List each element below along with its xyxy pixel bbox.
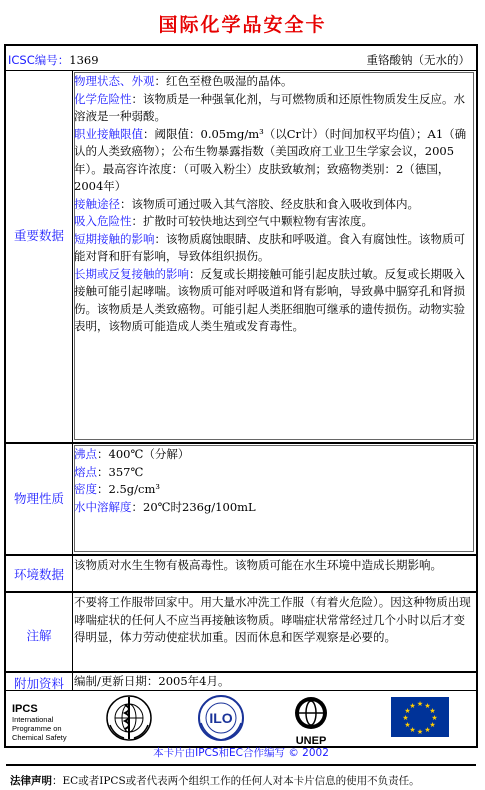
physical-state-label: 物理状态、外观	[74, 74, 155, 88]
physical-properties-content	[74, 446, 474, 516]
physical-state	[74, 73, 474, 91]
chemical-danger-label: 化学危险性	[74, 91, 132, 106]
icsc-label: ICSC编号：	[8, 53, 70, 67]
inhalation-label: 吸入危险性	[74, 214, 132, 228]
svg-text:★: ★	[416, 728, 424, 736]
exposure-limits-label: 职业接触限值	[74, 126, 143, 141]
important-data-label: 重要数据	[13, 228, 64, 243]
svg-text:★: ★	[424, 726, 431, 734]
solubility-text: ：20℃时236g/100mL	[131, 499, 256, 514]
substance-name: 重铬酸钠（无水的）	[366, 53, 470, 67]
additional-info-label: 附加资料	[13, 676, 64, 691]
column-divider	[72, 673, 73, 690]
short-term-effects	[74, 231, 474, 266]
who-emblem-icon	[104, 693, 154, 743]
unep-emblem-icon	[288, 695, 334, 739]
solubility-label: 水中溶解度	[74, 499, 132, 514]
eu-flag-icon	[391, 697, 449, 737]
icsc-number: 1369	[69, 53, 99, 67]
chemical-danger-text: ：该物质是一种强氧化剂，与可燃物质和还原性物质发生反应。水溶液是一种弱酸。	[74, 91, 465, 123]
icsc-header-row	[6, 46, 476, 70]
svg-text:★: ★	[424, 702, 431, 710]
inhalation-text: ：扩散时可较快地达到空气中颗粒物有害浓度。	[131, 214, 373, 228]
density-label: 密度	[74, 482, 97, 496]
divider	[6, 554, 476, 556]
svg-text:ILO: ILO	[209, 710, 233, 726]
divider	[6, 70, 476, 71]
chemical-danger	[74, 91, 474, 126]
boiling-text: ：400℃（分解）	[97, 447, 190, 461]
density-text: ：2.5g/cm³	[97, 482, 160, 496]
svg-text:★: ★	[402, 714, 409, 722]
column-divider	[72, 71, 73, 442]
card-title: 国际化学品安全卡	[158, 14, 327, 36]
boiling-point	[74, 446, 474, 464]
svg-text:★: ★	[409, 702, 416, 710]
svg-text:★: ★	[409, 726, 416, 734]
routes-text: ：该物质可通过吸入其气溶胶、经皮肤和食入吸收到体内。	[120, 196, 419, 211]
svg-text:★: ★	[429, 721, 436, 729]
legal-row	[6, 766, 476, 790]
important-data-content	[74, 73, 474, 336]
notes-text: 不要将工作服带回家中。用大量水冲洗工作服（有着火危险）。因这种物质出现哮喘症状的任何人不应当再接触该物质。哮喘症状常常经过几个小时以后才变得明显，体力劳动使症状加重。因而休息和医学观察是必要的。	[74, 595, 471, 644]
ipcs-line: Chemical Safety	[12, 733, 67, 742]
inhalation-risk	[74, 213, 474, 231]
short-term-text: ：该物质腐蚀眼睛、皮肤和呼吸道。食入有腐蚀性。该物质可能对肾和肝有影响，导致体组织损伤。	[74, 231, 465, 263]
legal-notice	[10, 773, 420, 788]
column-divider	[72, 444, 73, 554]
notes-label: 注解	[26, 628, 52, 643]
ipcs-line: Programme on	[12, 724, 62, 733]
environment-data-text: 该物质对水生生物有极高毒性。该物质可能在水生环境中造成长期影响。	[74, 558, 442, 572]
credit-line: 本卡片由IPCS和EC合作编写 © 2002	[153, 747, 329, 759]
melting-text: ：357℃	[97, 464, 144, 479]
logos-row	[6, 691, 476, 764]
physical-properties-label: 物理性质	[13, 491, 64, 506]
density	[74, 481, 474, 499]
exposure-limits	[74, 126, 474, 196]
svg-text:★: ★	[404, 707, 411, 715]
safety-card	[4, 44, 478, 787]
environment-data-label: 环境数据	[13, 567, 64, 582]
exposure-limits-text: ：阈限值：0.05mg/m³（以Cr计）（时间加权平均值）；A1（确认的人类致癌物）；公布生物暴露指数（美国政府工业卫生学家会议，2005年）。最高容许浓度：（可吸入粉尘）皮肤致敏剂；致癌物类别：2（德国，2004年）	[74, 126, 467, 193]
additional-info-text: 编制/更新日期：2005年4月。	[74, 674, 230, 688]
ipcs-title: IPCS	[12, 703, 38, 715]
physical-state-text: ：红色至橙色吸湿的晶体。	[154, 74, 293, 88]
ipcs-line: International	[12, 715, 54, 724]
routes-label: 接触途径	[74, 196, 120, 211]
spacer	[6, 446, 72, 447]
svg-text:★: ★	[429, 707, 436, 715]
short-term-label: 短期接触的影响	[74, 231, 155, 246]
icsc-id	[8, 52, 99, 68]
routes-of-exposure	[74, 196, 474, 214]
ilo-emblem-icon	[196, 693, 246, 743]
ipcs-logo	[12, 703, 82, 742]
svg-text:★: ★	[431, 714, 438, 722]
legal-label: 法律声明	[10, 775, 52, 787]
column-divider	[72, 556, 73, 591]
column-divider	[72, 593, 73, 671]
divider	[6, 591, 476, 593]
long-term-effects	[74, 266, 474, 336]
divider	[6, 442, 476, 444]
unep-label: UNEP	[295, 735, 327, 747]
boiling-label: 沸点	[74, 447, 97, 461]
water-solubility	[74, 499, 474, 517]
svg-text:★: ★	[404, 721, 411, 729]
melting-point	[74, 464, 474, 482]
svg-text:★: ★	[416, 700, 424, 708]
long-term-label: 长期或反复接触的影响	[74, 266, 189, 281]
long-term-text: ：反复或长期接触可能引起皮肤过敏。反复或长期吸入接触可能引起哮喘。该物质可能对呼吸道和肾有影响，导致鼻中膈穿孔和肾损伤。该物质是人类致癌物。可能引起人类胚细胞可继承的遗传损伤。动物实验表明，该物质可能造成人类生殖或发育毒性。	[74, 266, 465, 333]
legal-text: ：EC或者IPCS或者代表两个组织工作的任何人对本卡片信息的使用不负责任。	[52, 775, 420, 787]
melting-label: 熔点	[74, 464, 97, 479]
